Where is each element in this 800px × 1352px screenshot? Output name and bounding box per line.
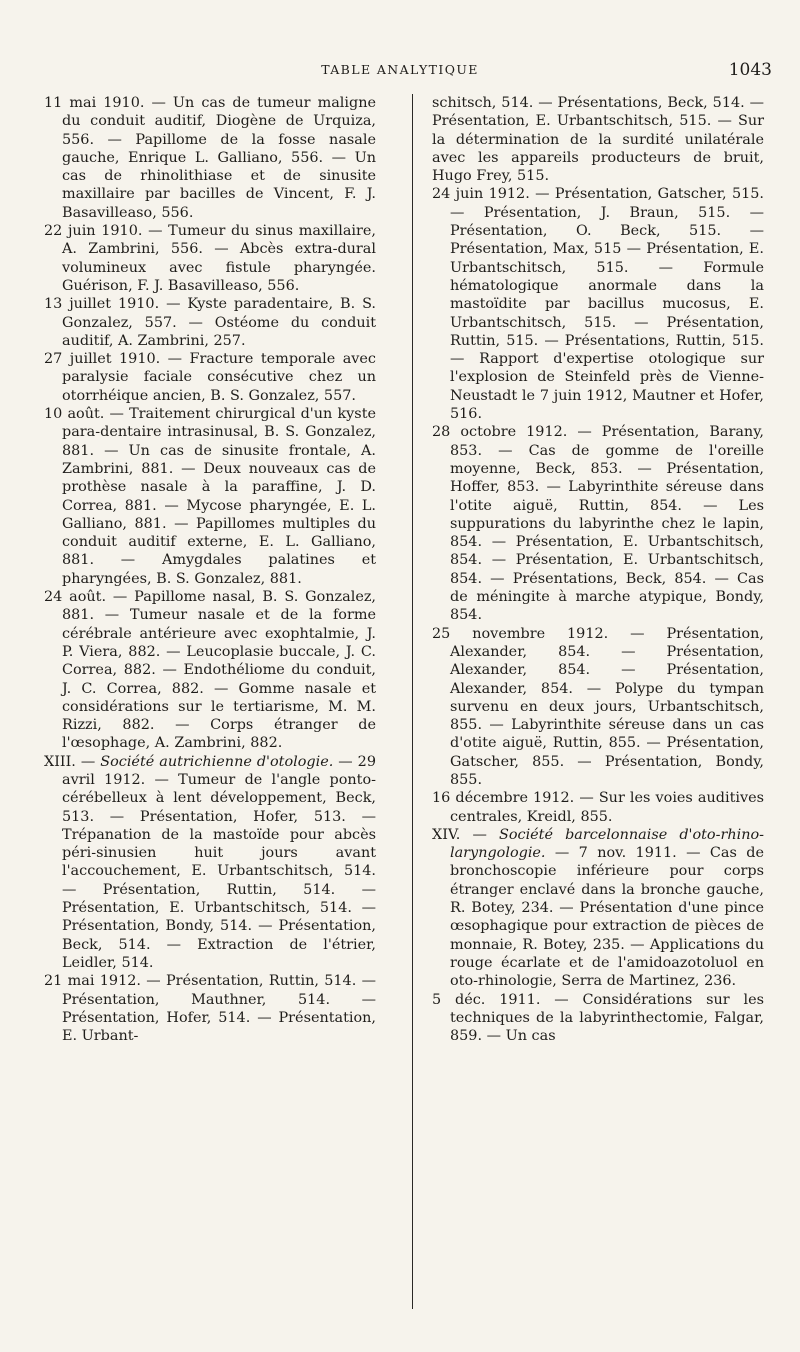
society-name: Société barcelonnaise d'oto-rhino-laryngologie. (450, 826, 765, 862)
society-text: — 7 nov. 1911. — Cas de bronchoscopie inférieure pour corps étranger enclavé dans la bronche gauche, R. Botey, 234. — Présentation d'une pince œsophagique pour extraction de pièces de monnaie, R. Botey, 235. — Applications du rouge écarlate et de l'amidoazotoluol en oto-rhinologie, Serra de Martinez, 236. (450, 845, 764, 990)
left-column (44, 94, 376, 1045)
society-entry-xiv (432, 826, 764, 991)
society-text: — 29 avril 1912. — Tumeur de l'angle ponto-cérébelleux à lent développement, Beck, 513. — Présentation, Hofer, 513. — Trépanation de la mastoïde pour abcès péri-sinusien huit jours avant l'accouchement, E. Urbantschitsch, 514. — Présentation, Ruttin, 514. — Présentation, E. Urbantschitsch, 514. — Présentation, Bondy, 514. — Présentation, Beck, 514. — Extraction de l'étrier, Leidler, 514. (62, 753, 376, 971)
index-entry: 25 novembre 1912. — Présentation, Alexander, 854. — Présentation, Alexander, 854. — Présentation, Alexander, 854. — Polype du tympan survenu en deux jours, Urbantschitsch, 855. — Labyrinthite séreuse dans un cas d'otite aiguë, Ruttin, 855. — Présentation, Gatscher, 855. — Présentation, Bondy, 855. (432, 625, 764, 788)
text-columns (44, 94, 765, 1334)
index-entry: 22 juin 1910. — Tumeur du sinus maxillaire, A. Zambrini, 556. — Abcès extra-dural volumineux avec fistule pharyngée. Guérison, F. J. Basavilleaso, 556. (44, 223, 376, 294)
running-head: TABLE ANALYTIQUE (321, 62, 479, 77)
index-entry: 24 juin 1912. — Présentation, Gatscher, 515. — Présentation, J. Braun, 515. — Présentation, O. Beck, 515. — Présentation, Max, 515 — Présentation, E. Urbantschitsch, 515. — Formule hématologique anormale dans la mastoïdite par bacillus mucosus, E. Urbantschitsch, 515. — Présentation, Ruttin, 515. — Présentations, Ruttin, 515. — Rapport d'expertise otologique sur l'explosion de Steinfeld près de Vienne-Neustadt le 7 juin 1912, Mautner et Hofer, 516. (432, 186, 764, 423)
index-entry: 13 juillet 1910. — Kyste paradentaire, B. S. Gonzalez, 557. — Ostéome du conduit auditif, A. Zambrini, 257. (44, 296, 376, 349)
column-divider (412, 94, 413, 1309)
page-header (28, 60, 772, 84)
index-entry: 16 décembre 1912. — Sur les voies auditives centrales, Kreidl, 855. (432, 790, 764, 825)
index-entry: 21 mai 1912. — Présentation, Ruttin, 514. — Présentation, Mauthner, 514. — Présentation, Hofer, 514. — Présentation, E. Urbant- (44, 973, 376, 1045)
index-entry: 24 août. — Papillome nasal, B. S. Gonzalez, 881. — Tumeur nasale et de la forme cérébrale antérieure avec exophtalmie, J. P. Viera, 882. — Leucoplasie buccale, J. C. Correa, 882. — Endothéliome du conduit, J. C. Correa, 882. — Gomme nasale et considérations sur le tertiarisme, M. M. Rizzi, 882. — Corps étranger de l'œsophage, A. Zambrini, 882. (44, 589, 376, 752)
index-entry: 27 juillet 1910. — Fracture temporale avec paralysie faciale consécutive chez un otorrhéique ancien, B. S. Gonzalez, 557. (44, 351, 376, 404)
society-name: Société autrichienne d'otologie. (100, 753, 334, 770)
society-number: XIII. — (44, 753, 101, 770)
right-column (432, 94, 764, 1045)
index-entry: 28 octobre 1912. — Présentation, Barany, 853. — Cas de gomme de l'oreille moyenne, Beck, 853. — Présentation, Hoffer, 853. — Labyrinthite séreuse dans l'otite aiguë, Ruttin, 854. — Les suppurations du labyrinthe chez le lapin, 854. — Présentation, E. Urbantschitsch, 854. — Présentation, E. Urbantschitsch, 854. — Présentations, Beck, 854. — Cas de méningite à marche atypique, Bondy, 854. (432, 424, 764, 624)
index-entry: 5 déc. 1911. — Considérations sur les techniques de la labyrinthectomie, Falgar, 859. — Un cas (432, 991, 764, 1045)
index-entry: 10 août. — Traitement chirurgical d'un kyste para-dentaire intrasinusal, B. S. Gonzalez, 881. — Un cas de sinusite frontale, A. Zambrini, 881. — Deux nouveaux cas de prothèse nasale à la paraffine, J. D. Correa, 881. — Mycose pharyngée, E. L. Galliano, 881. — Papillomes multiples du conduit auditif externe, E. L. Galliano, 881. — Amygdales palatines et pharyngées, B. S. Gonzalez, 881. (44, 406, 376, 587)
index-entry: 11 mai 1910. — Un cas de tumeur maligne du conduit auditif, Diogène de Urquiza, 556. — Papillome de la fosse nasale gauche, Enrique L. Galliano, 556. — Un cas de rhinolithiase et de sinusite maxillaire par bacilles de Vincent, F. J. Basavilleaso, 556. (44, 95, 376, 221)
index-entry: schitsch, 514. — Présentations, Beck, 514. — Présentation, E. Urbantschitsch, 515. — Sur la détermination de la surdité unilatérale avec les appareils producteurs de bruit, Hugo Frey, 515. (432, 95, 764, 185)
society-entry-xiii (44, 753, 376, 973)
page-number: 1043 (728, 60, 772, 80)
society-number: XIV. — (432, 826, 499, 843)
